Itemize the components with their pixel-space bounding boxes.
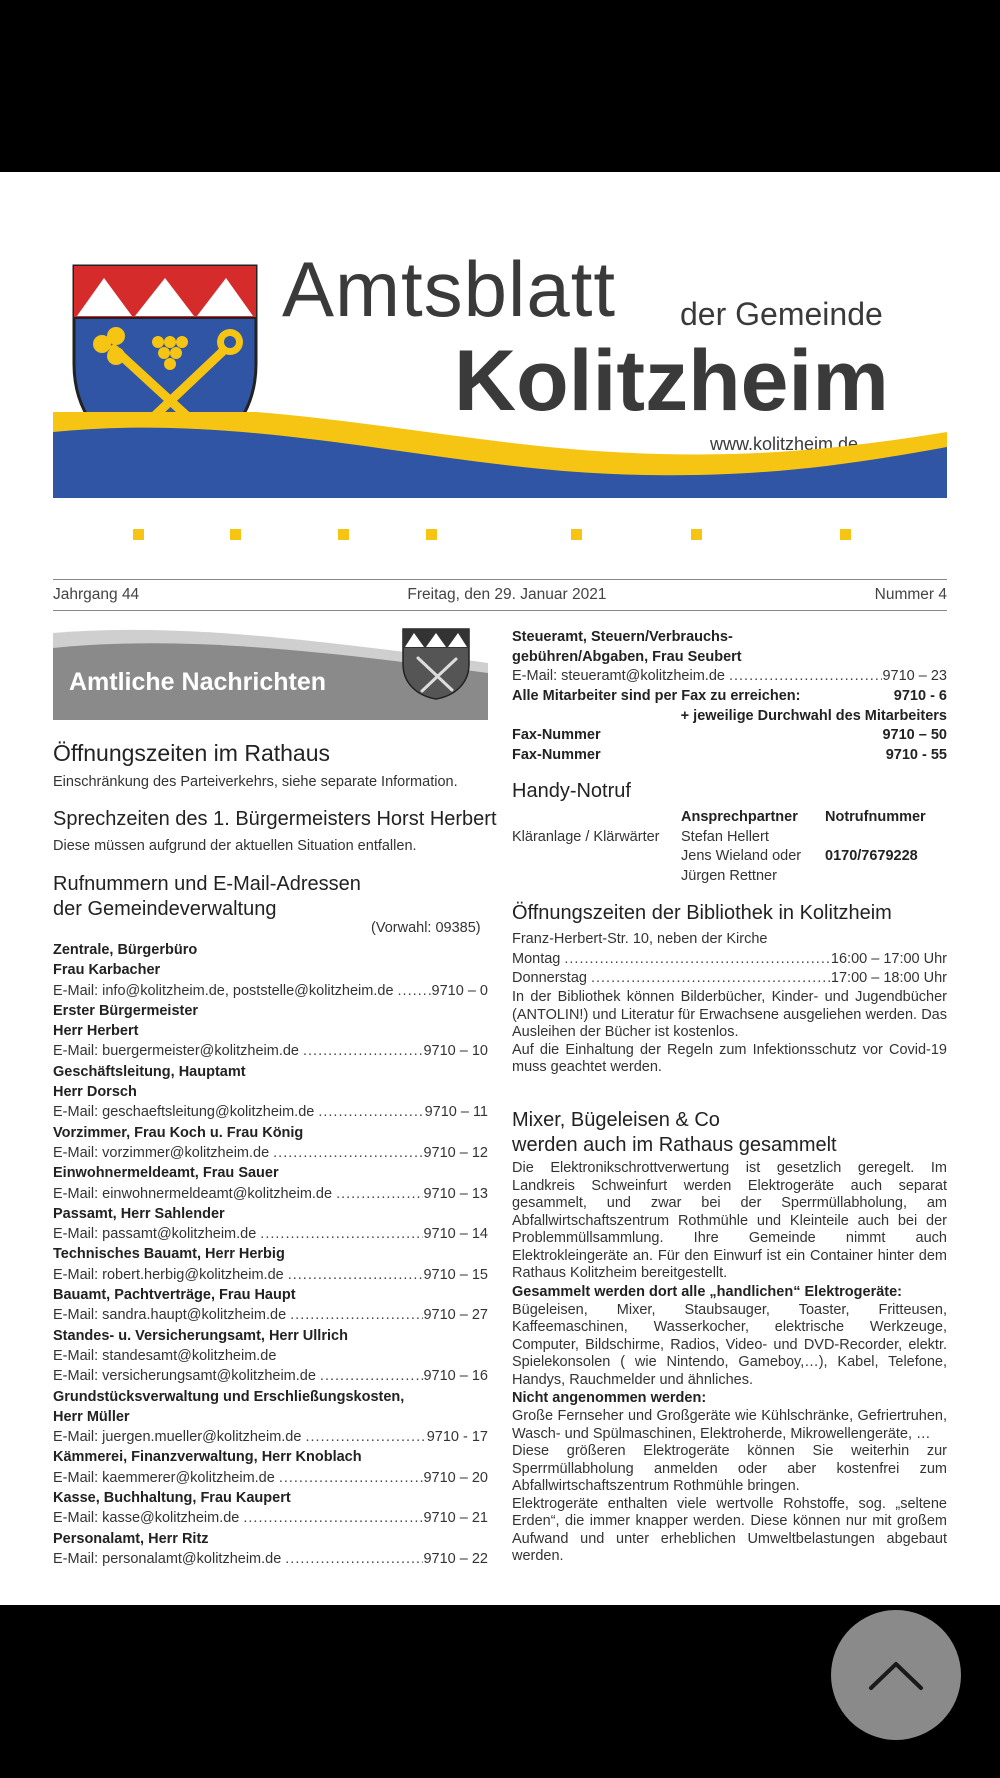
emergency-number: 0170/7679228 (825, 848, 918, 864)
contact-email-row (53, 1265, 488, 1285)
contact-phone-extension: 9710 – 20 (423, 1469, 488, 1486)
mixer-paragraph: Große Fernseher und Großgeräte wie Kühlschränke, Gefriertruhen, Wasch- und Spülmaschinen, Elektroherde, Mikrowellengeräte, … (512, 1408, 947, 1442)
title-amtsblatt: Amtsblatt (282, 245, 617, 333)
village-name: Kolitzheim (248, 523, 330, 544)
dot-leader (316, 1366, 424, 1386)
steuer-title-line1: Steueramt, Steuern/Verbrauchs- (512, 629, 733, 645)
contact-email: E-Mail: info@kolitzheim.de, poststelle@kolitzheim.de (53, 982, 394, 999)
contact-heading: Kämmerei, Finanzverwaltung, Herr Knoblach (53, 1449, 362, 1466)
contact-heading: Personalamt, Herr Ritz (53, 1530, 209, 1547)
contact-email-row (53, 1427, 488, 1447)
bib-day: Montag (512, 950, 561, 967)
square-bullet-icon (691, 529, 702, 540)
steuer-email: E-Mail: steueramt@kolitzheim.de (512, 668, 725, 685)
contact-email: E-Mail: kasse@kolitzheim.de (53, 1510, 240, 1527)
contact-person: Jens Wieland oder (681, 848, 802, 864)
table-row (512, 867, 947, 887)
heading-rufnummern-line2: der Gemeindeverwaltung (53, 898, 277, 920)
dot-leader (275, 1468, 424, 1488)
mixer-subheading: Nicht angenommen werden: (512, 1390, 707, 1406)
contact-email: E-Mail: sandra.haupt@kolitzheim.de (53, 1307, 287, 1324)
fax-number: 9710 - 55 (885, 747, 947, 764)
contact-phone-extension: 9710 – 15 (423, 1266, 488, 1283)
table-row (512, 847, 947, 867)
square-bullet-icon (230, 529, 241, 540)
title-town: Kolitzheim (454, 333, 889, 429)
contact-email-row (53, 1143, 488, 1163)
contact-email: E-Mail: buergermeister@kolitzheim.de (53, 1043, 299, 1060)
contact-email-row (53, 1184, 488, 1204)
contact-heading: Grundstücksverwaltung und Erschließungskosten, (53, 1388, 405, 1405)
contact-phone-extension: 9710 – 10 (423, 1043, 488, 1060)
contact-heading: Herr Müller (53, 1408, 130, 1425)
issue-info-bar (53, 579, 947, 611)
area-code: (Vorwahl: 09385) (371, 920, 481, 936)
steuer-number: 9710 – 23 (882, 668, 947, 685)
contact-email: E-Mail: robert.herbig@kolitzheim.de (53, 1266, 284, 1283)
mixer-paragraph: Diese größeren Elektrogeräte können Sie weiterhin zur Sperrmüllabholung anmelden oder aber kostenfrei zum Abfallwirtschaftszentrum Rothmühle bringen. (512, 1443, 947, 1494)
village-name: Lindach (356, 523, 418, 544)
dot-leader (332, 1184, 423, 1204)
fax-all-number: 9710 - 6 (893, 688, 947, 705)
heading-mixer-line2: werden auch im Rathaus gesammelt (512, 1134, 837, 1156)
bib-time: 17:00 – 18:00 Uhr (830, 970, 947, 987)
title-der-gemeinde: der Gemeinde (680, 296, 883, 332)
contact-email: E-Mail: kaemmerer@kolitzheim.de (53, 1469, 275, 1486)
fax-label: Fax-Nummer (512, 727, 601, 744)
row-label: Kläranlage / Klärwärter (512, 828, 660, 845)
contact-email-row (53, 1508, 488, 1528)
dot-leader (269, 1143, 423, 1163)
website-url: www.kolitzheim.de (710, 434, 859, 454)
bib-text: In der Bibliothek können Bilderbücher, Kinder- und Jugendbücher (ANTOLIN!) und Literatur für Erwachsene ausgeliehen werden. Das Ausleihen der Bücher ist kostenlos. (512, 989, 947, 1041)
contact-heading: Zentrale, Bürgerbüro (53, 942, 198, 958)
contact-email: E-Mail: vorzimmer@kolitzheim.de (53, 1144, 270, 1161)
contact-heading: Herr Herbert (53, 1023, 139, 1040)
section-banner-label: Amtliche Nachrichten (69, 668, 327, 696)
bib-day: Donnerstag (512, 970, 587, 987)
section-banner (53, 628, 488, 720)
contact-phone-extension: 9710 – 14 (423, 1226, 488, 1243)
bibliothek-section (512, 930, 947, 1077)
chevron-up-icon (866, 1657, 926, 1693)
contact-email: E-Mail: passamt@kolitzheim.de (53, 1226, 257, 1243)
document-page (0, 172, 1000, 1605)
contact-email: E-Mail: geschaeftsleitung@kolitzheim.de (53, 1104, 315, 1121)
dot-leader (299, 1041, 423, 1061)
village-name: Unterspiesheim (710, 523, 832, 544)
contact-email: E-Mail: juergen.mueller@kolitzheim.de (53, 1429, 302, 1446)
bib-address: Franz-Herbert-Str. 10, neben der Kirche (512, 931, 768, 947)
steuer-title-line2: gebühren/Abgaben, Frau Seubert (512, 648, 742, 665)
bib-hours-row (512, 950, 947, 970)
text-oeffnungszeiten: Einschränkung des Parteiverkehrs, siehe separate Information. (53, 774, 458, 790)
square-bullet-icon (426, 529, 437, 540)
dot-leader (560, 950, 831, 970)
contact-phone-extension: 9710 – 27 (423, 1307, 488, 1324)
column-header-number: Notrufnummer (825, 809, 926, 825)
heading-rufnummern-line1: Rufnummern und E-Mail-Adressen (53, 873, 361, 895)
fax-row (512, 726, 947, 746)
fax-label: Fax-Nummer (512, 747, 601, 764)
contact-person: Stefan Hellert (681, 828, 769, 845)
contact-email-row (53, 1549, 488, 1569)
square-bullet-icon (133, 529, 144, 540)
village-name: Herlheim (151, 523, 222, 544)
coat-of-arms-small-icon (402, 628, 470, 700)
dot-leader (587, 969, 831, 989)
village-name: Zeilitzheim (858, 523, 943, 544)
heading-mixer (512, 1108, 837, 1158)
square-bullet-icon (338, 529, 349, 540)
contact-heading: Bauamt, Pachtverträge, Frau Haupt (53, 1287, 296, 1304)
contact-heading: Frau Karbacher (53, 962, 161, 979)
contact-heading: Herr Dorsch (53, 1084, 137, 1101)
heading-rufnummern (53, 872, 361, 922)
mixer-subheading: Gesammelt werden dort alle „handlichen“ Elektrogeräte: (512, 1283, 902, 1300)
contact-email: E-Mail: standesamt@kolitzheim.de (53, 1347, 277, 1364)
contact-list (53, 940, 488, 1569)
dot-leader (725, 667, 883, 687)
contact-phone-extension: 9710 – 0 (431, 982, 488, 999)
village-name: Stammheim (589, 523, 684, 544)
village-list (53, 514, 947, 554)
heading-handy-notruf: Handy-Notruf (512, 780, 631, 802)
contact-email-row (53, 1041, 488, 1061)
dot-leader (284, 1265, 424, 1285)
fax-all-label: Alle Mitarbeiter sind per Fax zu erreichen: (512, 688, 801, 705)
heading-oeffnungszeiten: Öffnungszeiten im Rathaus (53, 740, 331, 766)
fax-durchwahl: + jeweilige Durchwahl des Mitarbeiters (680, 707, 947, 724)
fax-number: 9710 – 50 (882, 727, 947, 744)
mixer-section (512, 1160, 947, 1566)
dot-leader (281, 1549, 423, 1569)
heading-bibliothek: Öffnungszeiten der Bibliothek in Kolitzheim (512, 902, 892, 924)
contact-phone-extension: 9710 – 13 (423, 1185, 488, 1202)
scroll-to-top-button[interactable] (831, 1610, 961, 1740)
contact-email: E-Mail: personalamt@kolitzheim.de (53, 1550, 282, 1567)
contact-email: E-Mail: einwohnermeldeamt@kolitzheim.de (53, 1185, 333, 1202)
contact-phone-extension: 9710 – 22 (423, 1550, 488, 1567)
contact-heading: Erster Bürgermeister (53, 1002, 199, 1019)
issue-number: Nummer 4 (874, 586, 947, 603)
dot-leader (239, 1508, 423, 1528)
contact-email-row (53, 1468, 488, 1488)
dot-leader (314, 1102, 424, 1122)
bib-time: 16:00 – 17:00 Uhr (830, 950, 947, 967)
contact-heading: Einwohnermeldeamt, Frau Sauer (53, 1165, 279, 1182)
contact-email-row (53, 981, 488, 1001)
contact-email-row (53, 1366, 488, 1386)
handy-notruf-table (512, 808, 947, 886)
village-name: Oberspiesheim (444, 523, 563, 544)
contact-email: E-Mail: versicherungsamt@kolitzheim.de (53, 1368, 316, 1385)
heading-sprechzeiten: Sprechzeiten des 1. Bürgermeisters Horst Herbert (53, 808, 497, 830)
contact-heading: Technisches Bauamt, Herr Herbig (53, 1246, 285, 1263)
mixer-paragraph: Elektrogeräte enthalten viele wertvolle Rohstoffe, sog. „seltene Erden“, die immer knapper werden. Diese können nur mit großem Aufwand und unter erheblichen Umweltbelastungen abgebaut werden. (512, 1495, 947, 1564)
issue-date: Freitag, den 29. Januar 2021 (407, 586, 607, 603)
table-row (512, 828, 947, 848)
village-name: Gernach (57, 523, 125, 544)
dot-leader (286, 1305, 423, 1325)
contact-phone-extension: 9710 – 16 (423, 1368, 488, 1385)
contact-phone-extension: 9710 – 21 (423, 1510, 488, 1527)
square-bullet-icon (840, 529, 851, 540)
right-column (512, 628, 947, 766)
contact-phone-extension: 9710 – 11 (424, 1104, 488, 1121)
contact-phone-extension: 9710 - 17 (426, 1429, 488, 1446)
contact-email-row (53, 1224, 488, 1244)
mixer-paragraph: Die Elektronikschrottverwertung ist gesetzlich geregelt. Im Landkreis Schweinfurt werden Elektrogeräte auch separat gesammelt, und zwar bei der Sperrmüllabholung, am Abfallwirtschaftszentrum Rothmühle und Kleinteile auch bei der Problemmüllsammlung. Ihre Gemeinde nimmt auch Elektrokleingeräte an. Für den Einwurf ist ein Container hinter dem Rathaus Kolitzheim bereitgestellt. (512, 1160, 947, 1281)
contact-heading: Passamt, Herr Sahlender (53, 1205, 225, 1222)
dot-leader (394, 981, 432, 1001)
square-bullet-icon (571, 529, 582, 540)
contact-email-row (53, 1102, 488, 1122)
heading-mixer-line1: Mixer, Bügeleisen & Co (512, 1109, 720, 1131)
contact-phone-extension: 9710 – 12 (423, 1144, 488, 1161)
contact-person: Jürgen Rettner (681, 867, 777, 884)
column-header-contact: Ansprechpartner (681, 809, 798, 825)
table-header-row (512, 808, 947, 828)
contact-heading: Geschäftsleitung, Hauptamt (53, 1063, 246, 1080)
mixer-paragraph: Bügeleisen, Mixer, Staubsauger, Toaster, Fritteusen, Kaffeemaschinen, Wasserkocher, elektrische Werkzeuge, Computer, Bildschirme, Radios, Video- und DVD-Recorder, elektr. Spielekonsolen ( wie Nintendo, Gameboy,…), Kabel, Telefone, Handys, Rauchmelder und ähnliches. (512, 1301, 947, 1388)
issue-volume: Jahrgang 44 (53, 586, 140, 603)
bib-hours-row (512, 969, 947, 989)
contact-heading: Vorzimmer, Frau Koch u. Frau König (53, 1124, 304, 1141)
contact-heading: Kasse, Buchhaltung, Frau Kaupert (53, 1490, 291, 1507)
bib-text: Auf die Einhaltung der Regeln zum Infektionsschutz vor Covid-19 muss geachtet werden. (512, 1041, 947, 1076)
fax-row (512, 746, 947, 766)
contact-email-row (53, 1305, 488, 1325)
fax-all-row (512, 687, 947, 707)
left-column (53, 628, 488, 720)
contact-heading: Standes- u. Versicherungsamt, Herr Ullrich (53, 1327, 348, 1344)
dot-leader (256, 1224, 423, 1244)
text-sprechzeiten: Diese müssen aufgrund der aktuellen Situation entfallen. (53, 838, 417, 854)
steuer-email-row (512, 667, 947, 687)
dot-leader (301, 1427, 426, 1447)
